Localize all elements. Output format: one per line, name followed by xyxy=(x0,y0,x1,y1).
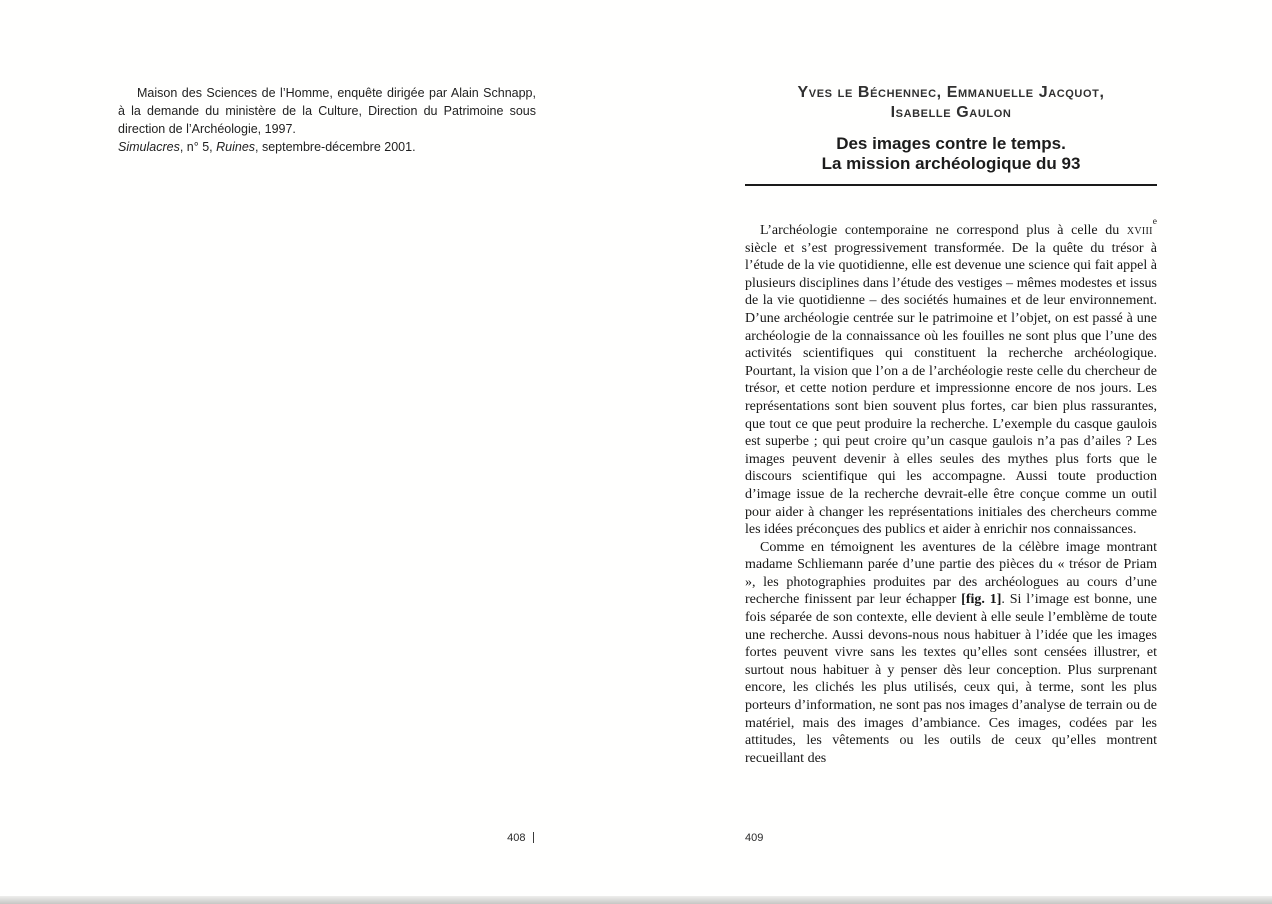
body-text-run: L’archéologie contemporaine ne correspond plus à celle du xyxy=(760,223,1127,238)
reference-entry xyxy=(118,138,536,156)
reference-text: Maison des Sciences de l’Homme, enquête dirigée par Alain Schnapp, à la demande du ministère de la Culture, Direction du Patrimoine sous direction de l’Archéologie, 1997. xyxy=(118,86,536,136)
page-number-text: 409 xyxy=(745,832,764,844)
reference-list xyxy=(118,84,536,156)
title-rule xyxy=(745,184,1157,186)
paragraph-1 xyxy=(745,217,1157,539)
century-smallcaps: xviii xyxy=(1126,223,1153,238)
body-text-run: siècle et s’est progressivement transformée. De la quête du trésor à l’étude de la vie quotidienne, elle est devenue une science qui fait appel à plusieurs disciplines dans l’étude des vestiges – mêmes modestes et issus de la vie quotidienne – des sociétés humaines et de leur environnement. D’une archéologie centrée sur le patrimoine et l’objet, on est passé à une archéologie de la connaissance où les fouilles ne sont plus que l’une des activités scientifiques qui constituent la recherche archéologique. Pourtant, la vision que l’on a de l’archéologie reste celle du chercheur de trésor, et cette notion perdure et impressionne encore de nos jours. Les représentations sont bien souvent plus fortes, car bien plus rassurantes, que tout ce que peut produire la recherche. L’exemple du casque gaulois est superbe ; qui peut croire qu’un casque gaulois n’a pas d’ailes ? Les images peuvent devenir à elles seules des mythes plus forts que le discours scientifique qui les accompagne. Aussi toute production d’image issue de la recherche devrait-elle être conçue comme un outil pour aider à changer les représentations initiales des chercheurs comme les idées préconçues des publics et aider à enrichir nos connaissances. xyxy=(745,240,1157,538)
figure-reference: [fig. 1] xyxy=(961,592,1002,608)
reference-entry xyxy=(118,84,536,138)
body-text-run: . Si l’image est bonne, une fois séparée de son contexte, elle devient à elle seule l’emblème de toute une recherche. Aussi devons-nous nous habituer à l’idée que les images fortes peuvent vivre sans les textes qu’elles sont censées illustrer, et surtout nous habituer à y penser dès leur conception. Plus surprenant encore, les clichés les plus utilisés, ceux qui, à terme, sont les plus porteurs d’information, ne sont pas nos images d’analyse de terrain ou de matériel, mais des images d’ambiance. Ces images, codées par les attitudes, les vêtements ou les outils de ceux qu’elles montrent recueillant des xyxy=(745,592,1157,766)
issue-title: Ruines xyxy=(216,140,256,154)
page-number-right xyxy=(745,831,763,845)
article-title xyxy=(745,134,1157,174)
title-line-1: Des images contre le temps. xyxy=(836,134,1066,153)
article-body xyxy=(745,217,1157,767)
folio-rule xyxy=(533,832,535,843)
paragraph-2 xyxy=(745,539,1157,768)
reference-text: , n° 5, xyxy=(179,140,217,154)
page-number-text: 408 xyxy=(507,832,526,844)
authors-line-2: Isabelle Gaulon xyxy=(890,104,1012,121)
page-number-left xyxy=(118,831,534,845)
reference-text: , septembre-décembre 2001. xyxy=(255,140,416,154)
century-superscript: e xyxy=(1152,217,1157,228)
journal-title: Simulacres xyxy=(118,140,180,154)
article-authors xyxy=(745,83,1157,123)
body-text-run: Comme en témoignent les aventures de la célèbre image montrant madame Schliemann parée d’une partie des pièces du « trésor de Priam », les photographies produites par des archéologues au cours d’une recherche finissent par leur échapper xyxy=(745,539,1157,608)
authors-line-1: Yves le Béchennec, Emmanuelle Jacquot, xyxy=(797,84,1105,101)
page-bottom-edge xyxy=(0,896,1272,904)
title-line-2: La mission archéologique du 93 xyxy=(821,154,1081,173)
